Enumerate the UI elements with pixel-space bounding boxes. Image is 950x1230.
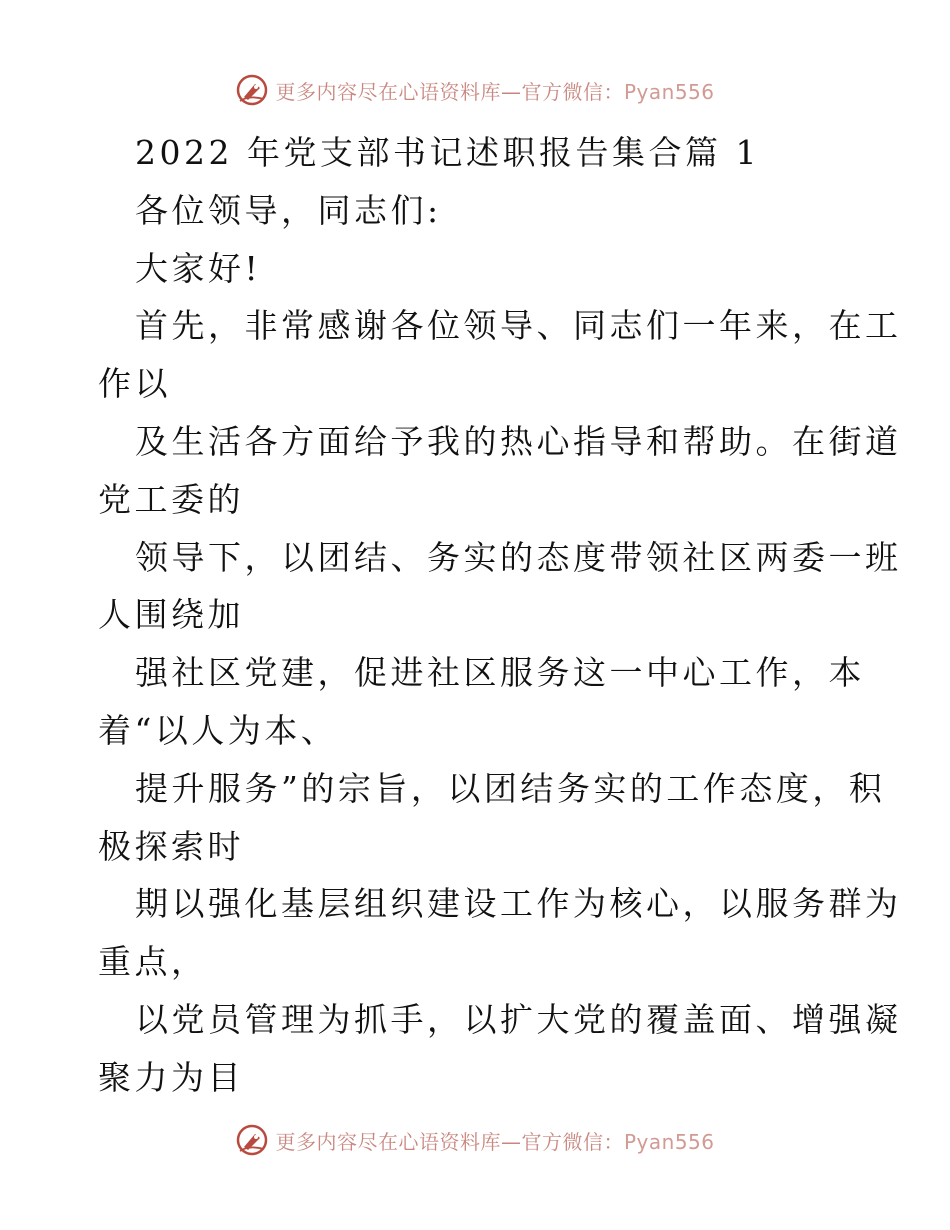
text-line: 党工委的 [98,479,244,519]
footer-watermark [0,1120,950,1160]
pen-nib-logo-icon [235,73,269,107]
text-line: 强社区党建，促进社区服务这一中心工作，本 [135,653,865,693]
document-body [98,124,902,1107]
document-title: 2022 年党支部书记述职报告集合篇 1 [135,133,760,172]
text-line: 聚力为目 [98,1057,244,1097]
text-line: 各位领导，同志们: [135,190,442,230]
text-line: 着“以人为本、 [98,710,338,750]
header-watermark [0,70,950,110]
text-line: 首先，非常感谢各位领导、同志们一年来，在工 [135,306,902,346]
text-line: 领导下，以团结、务实的态度带领社区两委一班 [135,537,902,577]
pen-nib-logo-icon [235,1123,269,1157]
text-line: 及生活各方面给予我的热心指导和帮助。在街道 [135,421,902,461]
text-line: 以党员管理为抓手，以扩大党的覆盖面、增强凝 [135,999,902,1039]
watermark-text: 更多内容尽在心语资料库—官方微信：Pyan556 [275,1129,715,1154]
text-line: 重点， [98,942,208,982]
text-line: 期以强化基层组织建设工作为核心，以服务群为 [135,884,902,924]
text-line: 作以 [98,364,171,404]
watermark-text: 更多内容尽在心语资料库—官方微信：Pyan556 [275,79,715,104]
text-line: 大家好! [135,248,262,288]
text-line: 极探索时 [98,826,244,866]
text-line: 人围绕加 [98,595,244,635]
text-line: 提升服务”的宗旨，以团结务实的工作态度，积 [135,768,886,808]
